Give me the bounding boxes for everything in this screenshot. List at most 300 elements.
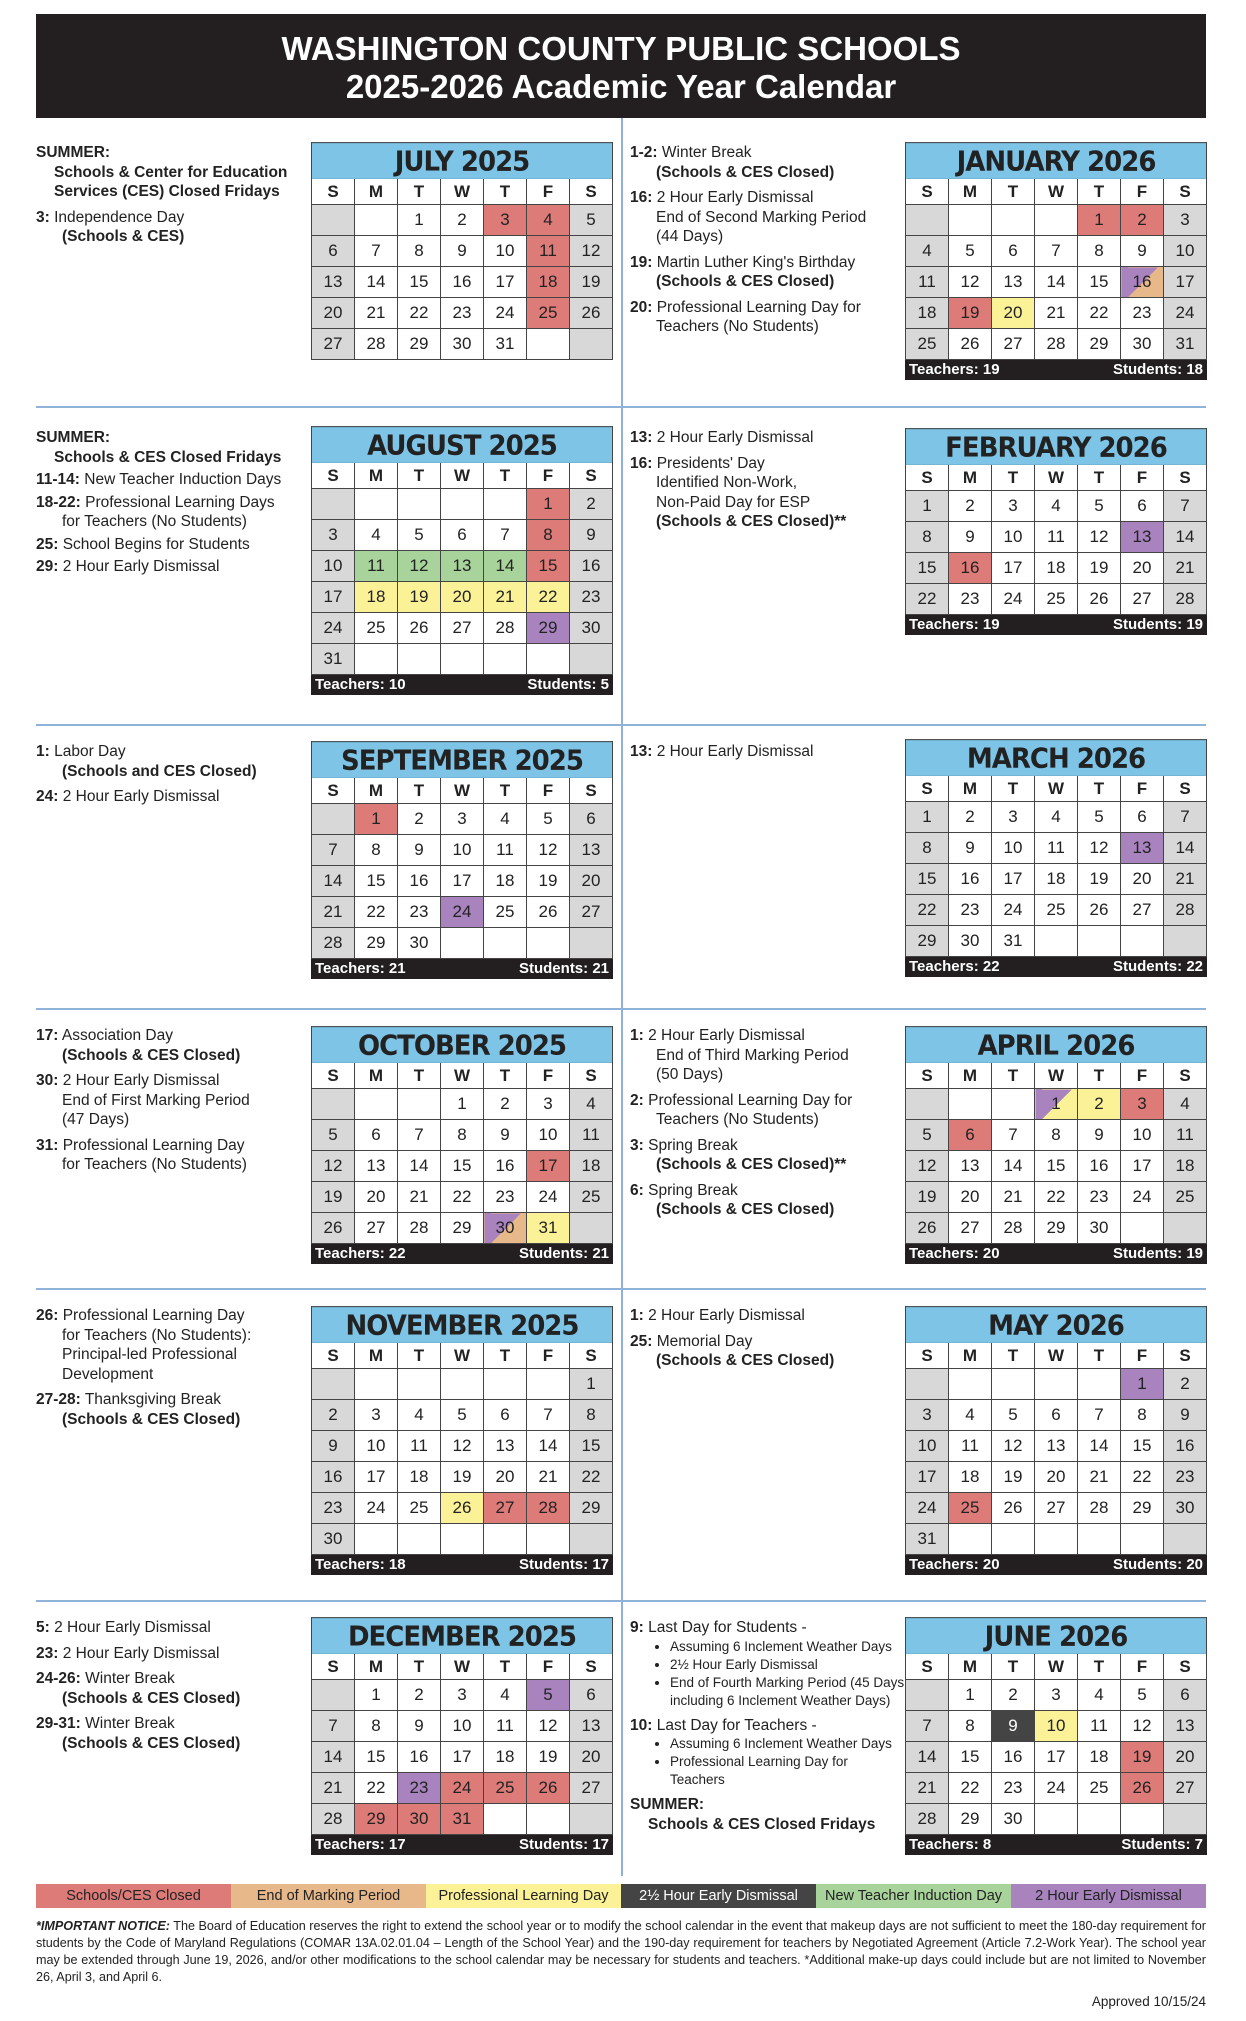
empty-cell <box>484 1804 527 1835</box>
day-cell: 22 <box>398 298 441 329</box>
day-cell: 2 <box>949 802 992 833</box>
weekday-header: W <box>441 179 484 205</box>
day-cell: 17 <box>355 1462 398 1493</box>
day-cell: 8 <box>527 520 570 551</box>
day-count: Students: 5 <box>527 676 609 693</box>
row-divider <box>36 1600 1206 1602</box>
weekday-header: S <box>906 179 949 205</box>
day-cell: 13 <box>1121 833 1164 864</box>
day-cell: 1 <box>570 1369 613 1400</box>
bullet-item: • Assuming 6 Inclement Weather Days <box>670 1638 905 1656</box>
note-text: 2 Hour Early Dismissal <box>656 429 814 446</box>
weekday-header: T <box>398 463 441 489</box>
day-count-footer <box>311 959 613 979</box>
day-cell: 18 <box>527 267 570 298</box>
day-cell: 6 <box>1121 802 1164 833</box>
day-cell: 3 <box>1035 1680 1078 1711</box>
month-calendar <box>905 1027 1207 1264</box>
row-divider <box>36 406 1206 408</box>
day-cell: 22 <box>1035 1182 1078 1213</box>
day-cell: 11 <box>570 1120 613 1151</box>
day-cell: 6 <box>570 1680 613 1711</box>
note-date: 20: <box>630 298 653 316</box>
day-cell: 15 <box>906 864 949 895</box>
note-text: (Schools & CES Closed)** <box>656 513 847 530</box>
day-cell: 28 <box>1164 895 1207 926</box>
day-cell: 20 <box>355 1182 398 1213</box>
day-cell: 15 <box>1078 267 1121 298</box>
day-cell: 11 <box>398 1431 441 1462</box>
notes-august <box>36 428 311 577</box>
month-calendar <box>905 143 1207 380</box>
day-count-footer <box>905 360 1207 380</box>
day-cell: 24 <box>441 897 484 928</box>
day-cell: 17 <box>441 866 484 897</box>
empty-cell <box>398 644 441 675</box>
day-cell: 26 <box>527 897 570 928</box>
day-cell: 4 <box>398 1400 441 1431</box>
day-cell: 26 <box>527 1773 570 1804</box>
day-cell: 26 <box>398 613 441 644</box>
day-cell: 9 <box>949 833 992 864</box>
notice-lead: *IMPORTANT NOTICE: <box>36 1919 170 1933</box>
empty-cell <box>992 205 1035 236</box>
weekday-header: T <box>1078 1343 1121 1369</box>
day-cell: 23 <box>398 897 441 928</box>
day-cell: 20 <box>570 1742 613 1773</box>
day-cell: 8 <box>355 835 398 866</box>
day-cell: 22 <box>441 1182 484 1213</box>
note-text: including 6 Inclement Weather Days) <box>670 1692 891 1708</box>
day-count: Teachers: 19 <box>909 361 1000 378</box>
day-cell: 11 <box>906 267 949 298</box>
day-cell: 13 <box>570 1711 613 1742</box>
month-title: SEPTEMBER 2025 <box>311 741 613 778</box>
day-cell: 5 <box>527 1680 570 1711</box>
note-date: 31: <box>36 1136 59 1154</box>
day-cell: 16 <box>570 551 613 582</box>
day-cell: 21 <box>484 582 527 613</box>
day-cell: 2 <box>441 205 484 236</box>
day-cell: 12 <box>441 1431 484 1462</box>
note-text: for Teachers (No Students) <box>62 1156 247 1173</box>
note-text: 2 Hour Early Dismissal <box>62 788 220 805</box>
day-cell: 14 <box>312 1742 355 1773</box>
day-cell: 20 <box>1121 553 1164 584</box>
weekday-header: S <box>1164 1343 1207 1369</box>
day-cell: 22 <box>949 1773 992 1804</box>
weekday-header: T <box>1078 179 1121 205</box>
day-cell: 8 <box>1035 1120 1078 1151</box>
weekday-header: S <box>312 1063 355 1089</box>
day-cell: 20 <box>570 866 613 897</box>
day-cell: 6 <box>441 520 484 551</box>
day-cell: 8 <box>1078 236 1121 267</box>
day-cell: 11 <box>355 551 398 582</box>
weekday-header: T <box>992 776 1035 802</box>
day-cell: 16 <box>312 1462 355 1493</box>
day-cell: 20 <box>484 1462 527 1493</box>
month-title: JULY 2025 <box>311 142 613 179</box>
day-cell: 11 <box>1035 522 1078 553</box>
day-cell: 1 <box>1035 1089 1078 1120</box>
day-cell: 21 <box>1078 1462 1121 1493</box>
note-date: 1: <box>630 1307 644 1324</box>
empty-cell <box>312 1369 355 1400</box>
empty-cell <box>355 1524 398 1555</box>
day-cell: 17 <box>312 582 355 613</box>
day-cell: 24 <box>992 584 1035 615</box>
empty-cell <box>355 489 398 520</box>
day-cell: 21 <box>1164 864 1207 895</box>
day-cell: 23 <box>992 1773 1035 1804</box>
page-header <box>36 14 1206 118</box>
weekday-header: S <box>906 1343 949 1369</box>
day-count-footer <box>311 1244 613 1264</box>
day-cell: 15 <box>355 1742 398 1773</box>
weekday-header: S <box>570 179 613 205</box>
note-text: Independence Day <box>54 208 185 226</box>
day-cell: 23 <box>398 1773 441 1804</box>
day-cell: 17 <box>992 553 1035 584</box>
day-cell: 28 <box>312 1804 355 1835</box>
day-cell: 3 <box>355 1400 398 1431</box>
empty-cell <box>949 1524 992 1555</box>
note-date: 26: <box>36 1307 59 1324</box>
day-cell: 2 <box>312 1400 355 1431</box>
day-cell: 21 <box>312 897 355 928</box>
day-cell: 23 <box>570 582 613 613</box>
note-text: Thanksgiving Break <box>84 1391 221 1408</box>
notes-november <box>36 1306 308 1429</box>
empty-cell <box>1035 205 1078 236</box>
note-date: 6: <box>630 1181 644 1199</box>
day-count: Teachers: 21 <box>315 960 406 977</box>
day-cell: 6 <box>992 236 1035 267</box>
weekday-header: S <box>906 1063 949 1089</box>
note-text: Development <box>62 1365 154 1383</box>
day-cell: 16 <box>1078 1151 1121 1182</box>
row-divider <box>36 1008 1206 1010</box>
day-cell: 24 <box>484 298 527 329</box>
note-text: 2 Hour Early Dismissal <box>62 1072 220 1089</box>
empty-cell <box>527 329 570 360</box>
note-date: 27-28: <box>36 1391 81 1408</box>
weekday-header: W <box>1035 1343 1078 1369</box>
weekday-header: T <box>1078 1063 1121 1089</box>
day-cell: 28 <box>1078 1493 1121 1524</box>
weekday-header: S <box>570 778 613 804</box>
empty-cell <box>527 1804 570 1835</box>
bullet-item: • Professional Learning Day for Teachers <box>670 1753 905 1789</box>
day-cell: 22 <box>355 897 398 928</box>
day-cell: 2 <box>398 804 441 835</box>
weekday-header: T <box>1078 776 1121 802</box>
day-cell: 19 <box>570 267 613 298</box>
day-cell: 11 <box>949 1431 992 1462</box>
note-text: Last Day for Teachers - <box>656 1716 817 1734</box>
day-cell: 11 <box>1164 1120 1207 1151</box>
day-count-footer <box>905 957 1207 977</box>
weekday-header: M <box>355 1343 398 1369</box>
day-cell: 24 <box>312 613 355 644</box>
day-cell: 28 <box>484 613 527 644</box>
day-cell: 5 <box>906 1120 949 1151</box>
day-cell: 29 <box>570 1493 613 1524</box>
weekday-header: T <box>484 179 527 205</box>
day-cell: 10 <box>906 1431 949 1462</box>
empty-cell <box>398 1369 441 1400</box>
day-cell: 25 <box>1164 1182 1207 1213</box>
day-count: Teachers: 17 <box>315 1836 406 1853</box>
weekday-header: T <box>484 1343 527 1369</box>
note-date: 25: <box>36 535 59 553</box>
day-cell: 21 <box>1035 298 1078 329</box>
weekday-header: F <box>1121 465 1164 491</box>
weekday-header: M <box>949 179 992 205</box>
day-cell: 22 <box>527 582 570 613</box>
day-cell: 1 <box>355 804 398 835</box>
note-date: 1: <box>630 1027 644 1044</box>
day-cell: 10 <box>1035 1711 1078 1742</box>
day-count: Students: 19 <box>1112 616 1203 633</box>
day-cell: 26 <box>570 298 613 329</box>
day-cell: 27 <box>570 897 613 928</box>
note-text: Schools & CES Closed Fridays <box>648 1815 876 1833</box>
empty-cell <box>398 1089 441 1120</box>
day-cell: 26 <box>1078 895 1121 926</box>
day-cell: 1 <box>398 205 441 236</box>
empty-cell <box>312 804 355 835</box>
day-cell: 3 <box>992 802 1035 833</box>
day-cell: 3 <box>312 520 355 551</box>
day-cell: 24 <box>1164 298 1207 329</box>
day-cell: 24 <box>1035 1773 1078 1804</box>
day-cell: 20 <box>1035 1462 1078 1493</box>
note-text: Principal-led Professional <box>62 1346 237 1363</box>
day-cell: 20 <box>312 298 355 329</box>
weekday-header: F <box>527 1063 570 1089</box>
day-cell: 31 <box>312 644 355 675</box>
weekday-header: S <box>1164 179 1207 205</box>
day-cell: 20 <box>441 582 484 613</box>
day-count-footer <box>311 1555 613 1575</box>
day-cell: 9 <box>1164 1400 1207 1431</box>
weekday-header: S <box>1164 465 1207 491</box>
day-cell: 7 <box>906 1711 949 1742</box>
day-cell: 28 <box>355 329 398 360</box>
empty-cell <box>355 1089 398 1120</box>
empty-cell <box>312 1680 355 1711</box>
empty-cell <box>949 205 992 236</box>
day-cell: 4 <box>527 205 570 236</box>
day-cell: 31 <box>906 1524 949 1555</box>
day-cell: 13 <box>312 267 355 298</box>
day-cell: 31 <box>992 926 1035 957</box>
note-text: (Schools & CES Closed) <box>62 1410 241 1428</box>
day-count: Students: 17 <box>518 1556 609 1573</box>
note-text: School Begins for Students <box>62 535 250 553</box>
empty-cell <box>312 489 355 520</box>
day-cell: 16 <box>398 866 441 897</box>
note-text: Non-Paid Day for ESP <box>656 493 811 511</box>
day-cell: 9 <box>949 522 992 553</box>
day-cell: 6 <box>312 236 355 267</box>
day-cell: 29 <box>1035 1213 1078 1244</box>
day-cell: 17 <box>906 1462 949 1493</box>
weekday-header: M <box>949 465 992 491</box>
note-text: (Schools & CES Closed) <box>656 163 835 181</box>
day-cell: 10 <box>992 833 1035 864</box>
day-cell: 2 <box>398 1680 441 1711</box>
day-cell: 27 <box>1121 584 1164 615</box>
day-cell: 23 <box>441 298 484 329</box>
note-text: 2 Hour Early Dismissal <box>656 743 814 760</box>
empty-cell <box>1164 1213 1207 1244</box>
note-text: (Schools & CES Closed)** <box>656 1156 847 1173</box>
weekday-header: T <box>992 179 1035 205</box>
legend-item: Schools/CES Closed <box>36 1884 231 1908</box>
day-cell: 16 <box>1121 267 1164 298</box>
day-cell: 24 <box>527 1182 570 1213</box>
note-date: 13: <box>630 429 653 446</box>
day-count-footer <box>905 1835 1207 1855</box>
day-cell: 18 <box>949 1462 992 1493</box>
day-cell: 27 <box>992 329 1035 360</box>
day-cell: 24 <box>992 895 1035 926</box>
weekday-header: W <box>1035 179 1078 205</box>
day-cell: 30 <box>1078 1213 1121 1244</box>
empty-cell <box>949 1369 992 1400</box>
notes-april <box>630 1026 905 1220</box>
day-cell: 4 <box>949 1400 992 1431</box>
day-cell: 9 <box>398 835 441 866</box>
day-count: Students: 18 <box>1112 361 1203 378</box>
day-cell: 20 <box>1164 1742 1207 1773</box>
day-cell: 27 <box>1035 1493 1078 1524</box>
day-cell: 8 <box>441 1120 484 1151</box>
day-cell: 8 <box>570 1400 613 1431</box>
note-date: 25: <box>630 1332 653 1350</box>
note-text: Teachers (No Students) <box>656 318 819 335</box>
weekday-header: F <box>1121 1343 1164 1369</box>
empty-cell <box>484 1369 527 1400</box>
day-cell: 19 <box>527 1742 570 1773</box>
day-cell: 13 <box>355 1151 398 1182</box>
note-text: Winter Break <box>661 144 752 161</box>
note-date: 1-2: <box>630 144 658 161</box>
day-cell: 21 <box>1164 553 1207 584</box>
day-cell: 29 <box>527 613 570 644</box>
weekday-header: W <box>1035 465 1078 491</box>
day-cell: 31 <box>527 1213 570 1244</box>
day-cell: 14 <box>398 1151 441 1182</box>
day-cell: 17 <box>1035 1742 1078 1773</box>
empty-cell <box>441 1369 484 1400</box>
day-cell: 12 <box>312 1151 355 1182</box>
month-title: MARCH 2026 <box>905 739 1207 776</box>
note-date: 24: <box>36 788 59 805</box>
day-cell: 28 <box>398 1213 441 1244</box>
day-cell: 21 <box>312 1773 355 1804</box>
day-cell: 12 <box>949 267 992 298</box>
empty-cell <box>949 1089 992 1120</box>
day-cell: 6 <box>1035 1400 1078 1431</box>
weekday-header: T <box>398 1343 441 1369</box>
weekday-header: M <box>355 1654 398 1680</box>
day-cell: 27 <box>1121 895 1164 926</box>
note-date: 5: <box>36 1619 50 1636</box>
note-date: 16: <box>630 454 653 472</box>
day-cell: 5 <box>398 520 441 551</box>
note-text: Labor Day <box>54 743 126 760</box>
day-cell: 4 <box>570 1089 613 1120</box>
day-cell: 28 <box>1164 584 1207 615</box>
day-cell: 31 <box>484 329 527 360</box>
empty-cell <box>1035 1804 1078 1835</box>
weekday-header: M <box>949 1063 992 1089</box>
empty-cell <box>570 1804 613 1835</box>
day-cell: 4 <box>484 1680 527 1711</box>
empty-cell <box>1035 1524 1078 1555</box>
legend-item: End of Marking Period <box>231 1884 426 1908</box>
day-cell: 8 <box>1121 1400 1164 1431</box>
day-cell: 23 <box>949 584 992 615</box>
day-cell: 14 <box>1078 1431 1121 1462</box>
day-cell: 3 <box>484 205 527 236</box>
note-date: 10: <box>630 1716 653 1734</box>
day-cell: 26 <box>1078 584 1121 615</box>
note-date: 1: <box>36 743 50 760</box>
day-cell: 26 <box>1121 1773 1164 1804</box>
note-date: 16: <box>630 189 653 206</box>
day-cell: 23 <box>1078 1182 1121 1213</box>
weekday-header: T <box>484 1654 527 1680</box>
day-count: Students: 17 <box>518 1836 609 1853</box>
day-cell: 3 <box>1164 205 1207 236</box>
day-cell: 18 <box>1078 1742 1121 1773</box>
day-cell: 25 <box>355 613 398 644</box>
day-count: Students: 7 <box>1121 1836 1203 1853</box>
day-cell: 16 <box>484 1151 527 1182</box>
color-legend <box>36 1884 1206 1908</box>
day-cell: 12 <box>527 835 570 866</box>
day-cell: 7 <box>355 236 398 267</box>
note-text: Presidents' Day <box>656 454 765 472</box>
day-cell: 5 <box>1078 802 1121 833</box>
weekday-header: T <box>398 778 441 804</box>
weekday-header: T <box>992 1343 1035 1369</box>
day-count: Teachers: 22 <box>909 958 1000 975</box>
day-cell: 6 <box>570 804 613 835</box>
day-cell: 11 <box>1035 833 1078 864</box>
empty-cell <box>527 644 570 675</box>
note-text: End of First Marking Period <box>62 1091 250 1109</box>
day-cell: 14 <box>484 551 527 582</box>
day-cell: 6 <box>1164 1680 1207 1711</box>
weekday-header: T <box>1078 1654 1121 1680</box>
day-cell: 31 <box>1164 329 1207 360</box>
day-cell: 30 <box>949 926 992 957</box>
day-cell: 10 <box>312 551 355 582</box>
note-text: 2 Hour Early Dismissal <box>648 1027 805 1044</box>
day-cell: 8 <box>398 236 441 267</box>
weekday-header: S <box>906 1654 949 1680</box>
note-text: 2 Hour Early Dismissal <box>62 558 220 575</box>
day-cell: 16 <box>1164 1431 1207 1462</box>
day-cell: 30 <box>441 329 484 360</box>
calendar-title: 2025-2026 Academic Year Calendar <box>345 68 897 105</box>
